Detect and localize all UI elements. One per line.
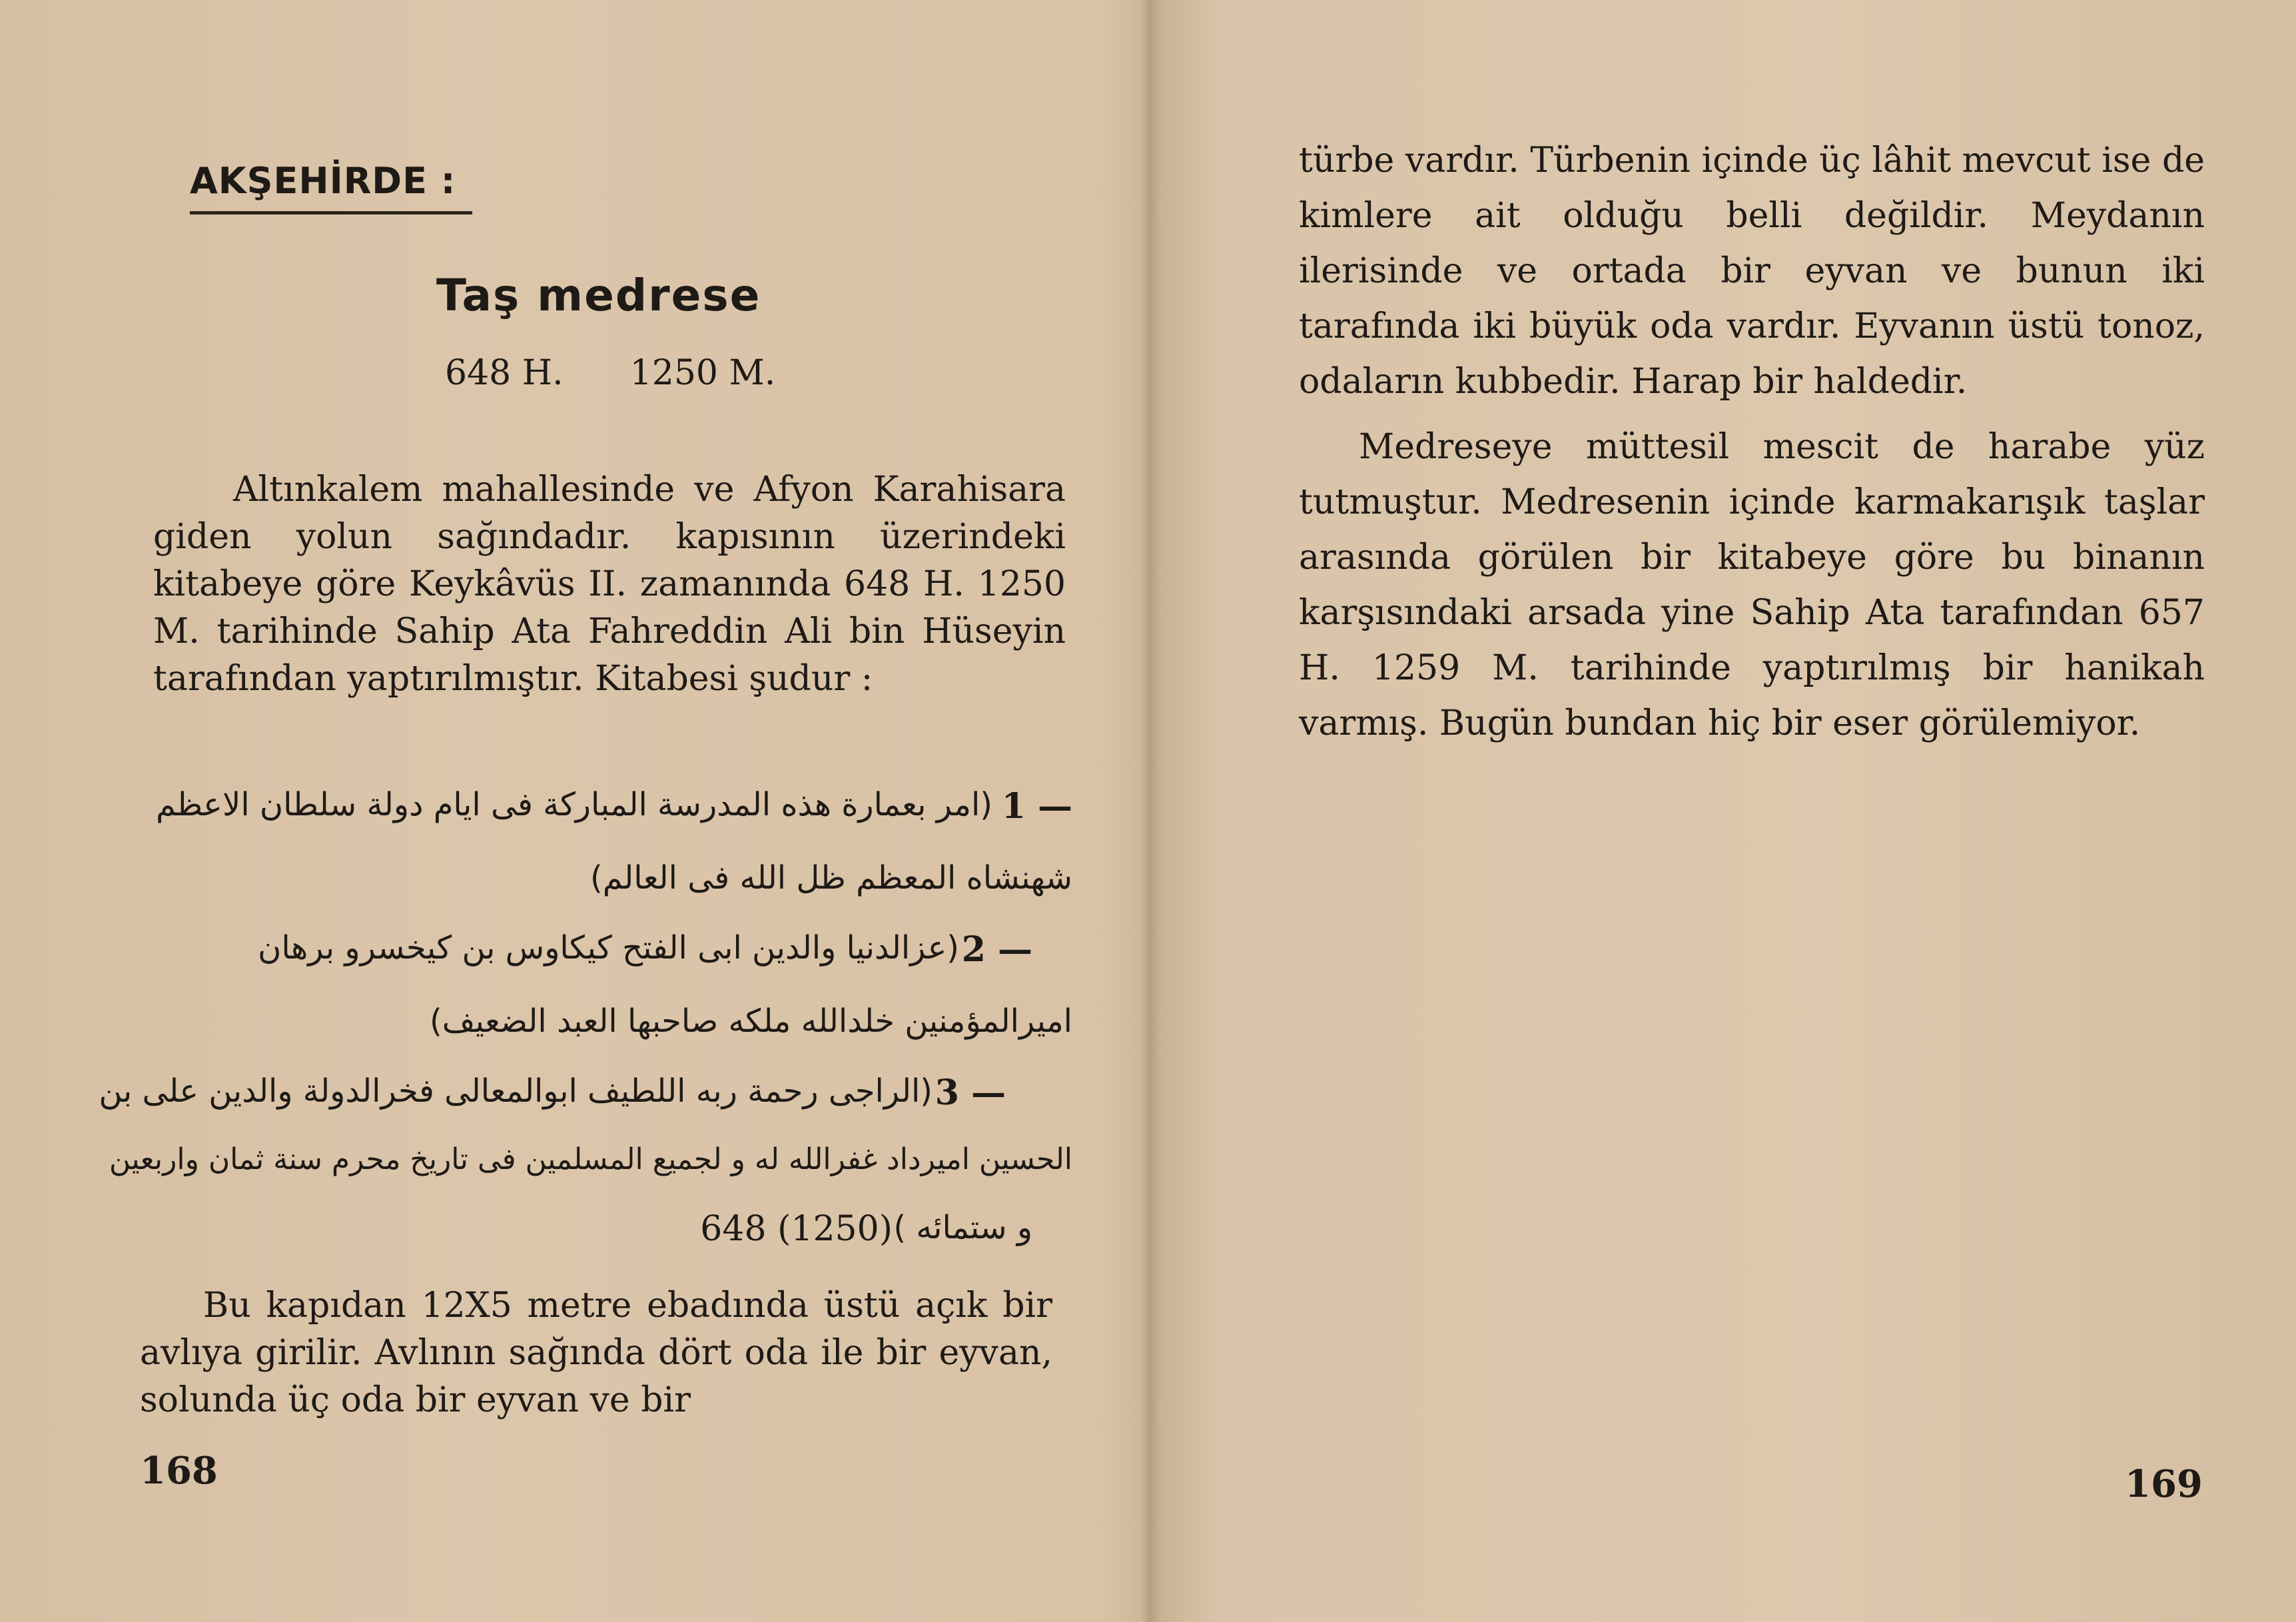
inscription-text: (عزالدنيا والدين ابى الفتح كيكاوس بن كيخسرو برهان [258,929,959,967]
intro-paragraph: Altınkalem mahallesinde ve Afyon Karahisara giden yolun sağındadır. kapısının üzerindeki kitabeye göre Keykâvüs II. zamanında 648 H. 1250 M. tarihinde Sahip Ata Fahreddin Ali bin Hüseyin tarafından yaptırılmıştır. Kitabesi şudur : [153,470,1066,699]
page-number: 168 [140,1449,218,1493]
right-page [1152,0,2296,1622]
left-page [0,0,1146,1622]
inscription-text: الحسين اميرداد غفرالله له و لجميع المسلمين فى تاريخ محرم سنة ثمان واربعين [109,1142,1072,1176]
inscription-number: 3 — [935,1072,1006,1113]
inscription-3-line-1 [99,1072,1072,1132]
section-heading: AKŞEHİRDE : [190,160,472,214]
inscription-text: شهنشاه المعظم ظل الله فى العالم) [589,859,1072,897]
inscription-text: (الراجى رحمة ربه اللطيف ابوالمعالى فخرالدولة والدين على بن [99,1072,933,1110]
inscription-1-line-1 [140,786,1072,846]
inscription-2-line-1 [140,929,1072,989]
inscription-3-line-3 [140,1209,1072,1269]
date-gregorian: 1250 M. [629,353,776,393]
inscription-number: 1 — [1001,786,1072,827]
courtyard-paragraph: Bu kapıdan 12X5 metre ebadında üstü açık bir avlıya girilir. Avlının sağında dört oda ile bir eyvan, solunda üç oda bir eyvan ve bir [140,1286,1052,1420]
inscription-1-line-2 [140,859,1072,919]
inscription-2-line-2 [140,1003,1072,1062]
inscription-date: 648 (1250) [700,1209,893,1249]
inscription-text: (امر بعمارة هذه المدرسة المباركة فى ايام دولة سلطان الاعظم [155,786,992,823]
inscription-text: و ستمائه ) [893,1209,1032,1246]
date-hijri: 648 H. [445,353,564,393]
inscription-number: 2 — [961,929,1032,970]
right-paragraph-1: türbe vardır. Türbenin içinde üç lâhit mevcut ise de kimlere ait olduğu belli değildir. Meydanın ilerisinde ve ortada bir eyvan ve bunun iki tarafında iki büyük oda vardır. Eyvanın üstü tonoz, odaların kubbedir. Harap bir haldedir. [1299,141,2205,402]
page-title: Taş medrese [436,270,761,321]
inscription-3-line-2 [109,1142,1072,1202]
inscription-text: اميرالمؤمنين خلدالله ملكه صاحبها العبد الضعيف) [430,1003,1072,1040]
right-paragraph-2: Medreseye müttesil mescit de harabe yüz tutmuştur. Medresenin içinde karmakarışık taşlar arasında görülen bir kitabeye göre bu binanın karşısındaki arsada yine Sahip Ata tarafından 657 H. 1259 M. tarihinde yaptırılmış bir hanikah varmış. Bugün bundan hiç bir eser görülemiyor. [1299,427,2205,743]
date-line [445,353,775,393]
page-number: 169 [2125,1462,2203,1506]
